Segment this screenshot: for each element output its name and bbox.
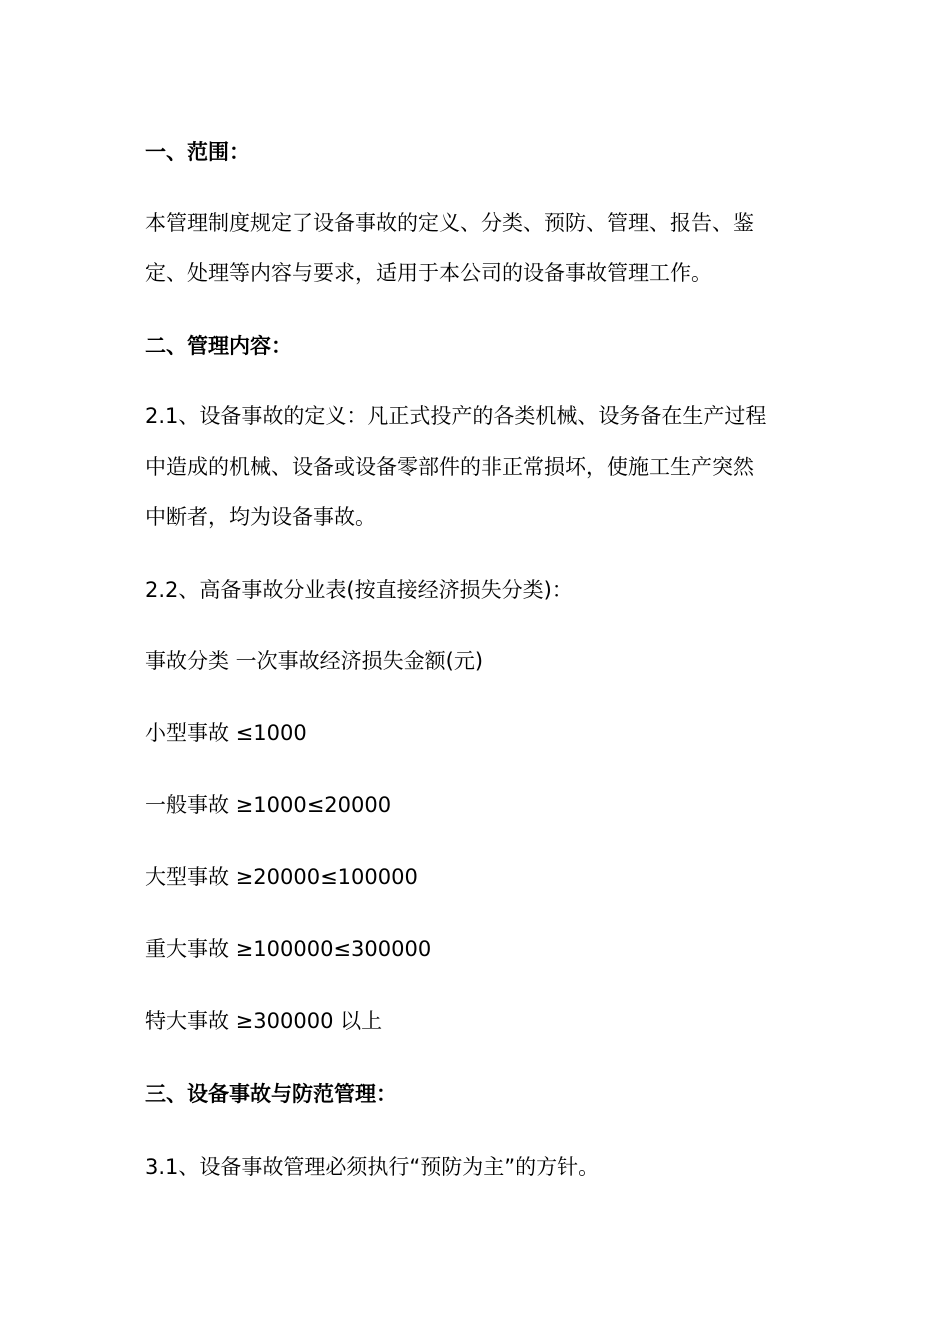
- table-header-row: 事故分类 一次事故经济损失金额(元): [145, 649, 484, 673]
- item-2-2: 2.2、高备事故分业表(按直接经济损失分类)：: [145, 578, 573, 602]
- section-2-heading: 二、管理内容：: [145, 334, 292, 358]
- item-2-1-line-3: 中断者，均为设备事故。: [145, 505, 376, 529]
- item-2-1-line-2: 中造成的机械、设备或设备零部件的非正常损坏，使施工生产突然: [145, 455, 754, 479]
- item-2-1-line-1: 2.1、设备事故的定义：凡正式投产的各类机械、设务备在生产过程: [145, 404, 767, 428]
- table-row-small-accident: 小型事故 ≤1000: [145, 721, 307, 745]
- section-1-paragraph-line-2: 定、处理等内容与要求，适用于本公司的设备事故管理工作。: [145, 261, 712, 285]
- section-1-heading: 一、范围：: [145, 140, 250, 164]
- section-1-paragraph-line-1: 本管理制度规定了设备事故的定义、分类、预防、管理、报告、鉴: [145, 211, 754, 235]
- table-row-extraordinary-accident: 特大事故 ≥300000 以上: [145, 1009, 383, 1033]
- section-3-heading: 三、设备事故与防范管理：: [145, 1082, 397, 1106]
- table-row-major-accident: 重大事故 ≥100000≤300000: [145, 937, 432, 961]
- table-row-general-accident: 一般事故 ≥1000≤20000: [145, 793, 392, 817]
- table-row-large-accident: 大型事故 ≥20000≤100000: [145, 865, 418, 889]
- item-3-1: 3.1、设备事故管理必须执行“预防为主”的方针。: [145, 1155, 600, 1179]
